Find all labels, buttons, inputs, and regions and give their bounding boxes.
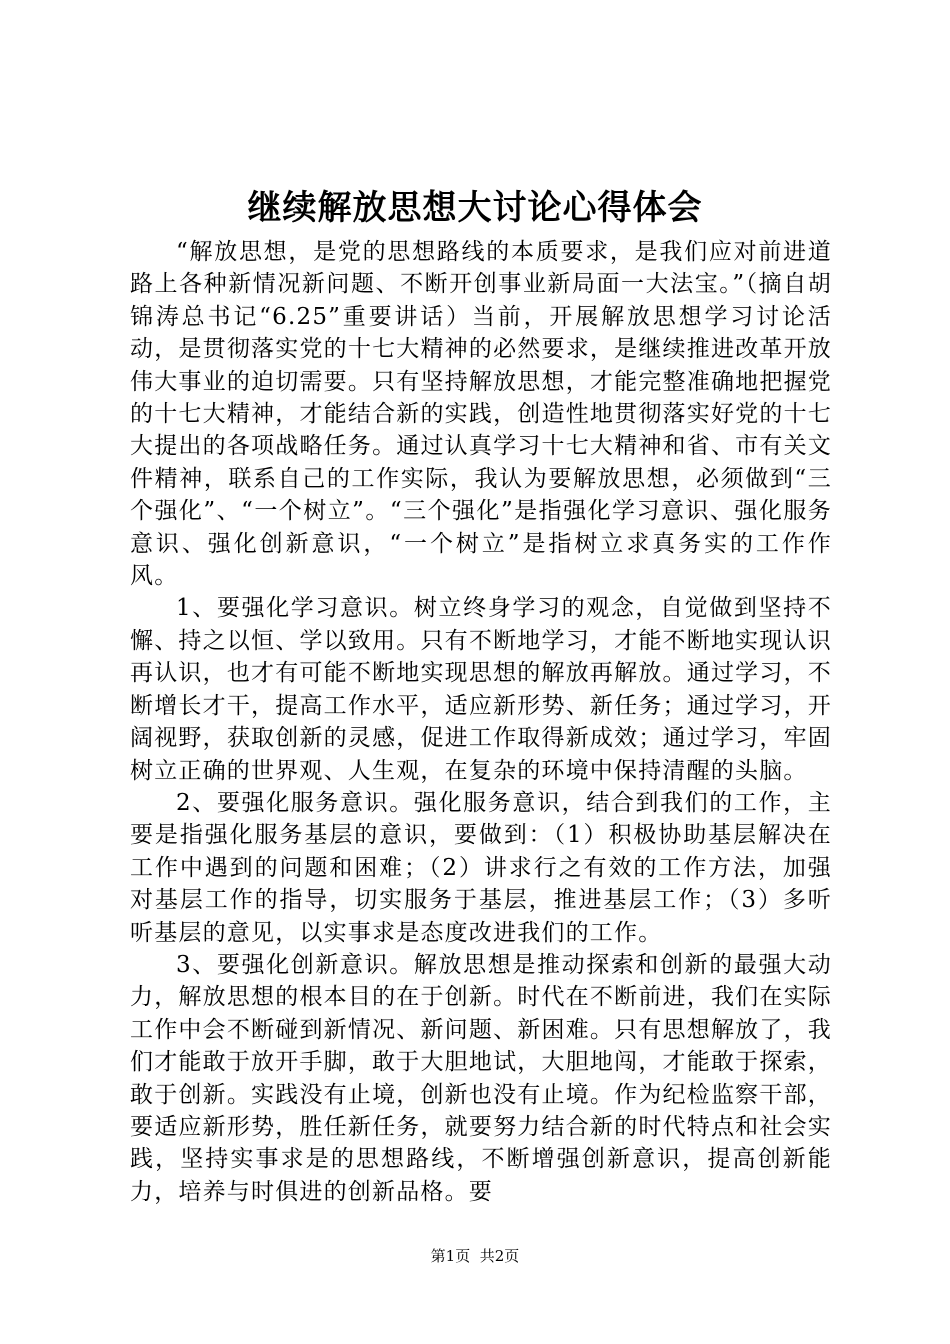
paragraph-intro: “解放思想，是党的思想路线的本质要求，是我们应对前进道路上各种新情况新问题、不断开创事业新局面一大法宝。”（摘自胡锦涛总书记“6.25”重要讲话）当前，开展解放思想学习讨论活动，是贯彻落实党的十七大精神的必然要求，是继续推进改革开放伟大事业的迫切需要。只有坚持解放思想，才能完整准确地把握党的十七大精神，才能结合新的实践，创造性地贯彻落实好党的十七大提出的各项战略任务。通过认真学习十七大精神和省、市有关文件精神，联系自己的工作实际，我认为要解放思想，必须做到“三个强化”、“一个树立”。“三个强化”是指强化学习意识、强化服务意识、强化创新意识，“一个树立”是指树立求真务实的工作作风。	[130, 239, 832, 590]
page-total: 共2页	[479, 1247, 520, 1265]
page-number: 第1页	[430, 1247, 471, 1265]
paragraph-innovation: 3、要强化创新意识。解放思想是推动探索和创新的最强大动力，解放思想的根本目的在于创新。时代在不断前进，我们在实际工作中会不断碰到新情况、新问题、新困难。只有思想解放了，我们才能敢于放开手脚，敢于大胆地试，大胆地闯，才能敢于探索，敢于创新。实践没有止境，创新也没有止境。作为纪检监察干部，要适应新形势，胜任新任务，就要努力结合新的时代特点和社会实践，坚持实事求是的思想路线，不断增强创新意识，提高创新能力，培养与时俱进的创新品格。要	[130, 951, 832, 1205]
document-title: 继续解放思想大讨论心得体会	[247, 188, 703, 228]
paragraph-service: 2、要强化服务意识。强化服务意识，结合到我们的工作，主要是指强化服务基层的意识，要做到：（1）积极协助基层解决在工作中遇到的问题和困难；（2）讲求行之有效的工作方法，加强对基层工作的指导，切实服务于基层，推进基层工作；（3）多听听基层的意见，以实事求是态度改进我们的工作。	[130, 789, 832, 946]
document-body	[130, 236, 832, 1208]
page-footer	[0, 1246, 950, 1266]
paragraph-learning: 1、要强化学习意识。树立终身学习的观念，自觉做到坚持不懈、持之以恒、学以致用。只有不断地学习，才能不断地实现认识再认识，也才有可能不断地实现思想的解放再解放。通过学习，不断增长才干，提高工作水平，适应新形势、新任务；通过学习，开阔视野，获取创新的灵感，促进工作取得新成效；通过学习，牢固树立正确的世界观、人生观，在复杂的环境中保持清醒的头脑。	[130, 595, 832, 784]
